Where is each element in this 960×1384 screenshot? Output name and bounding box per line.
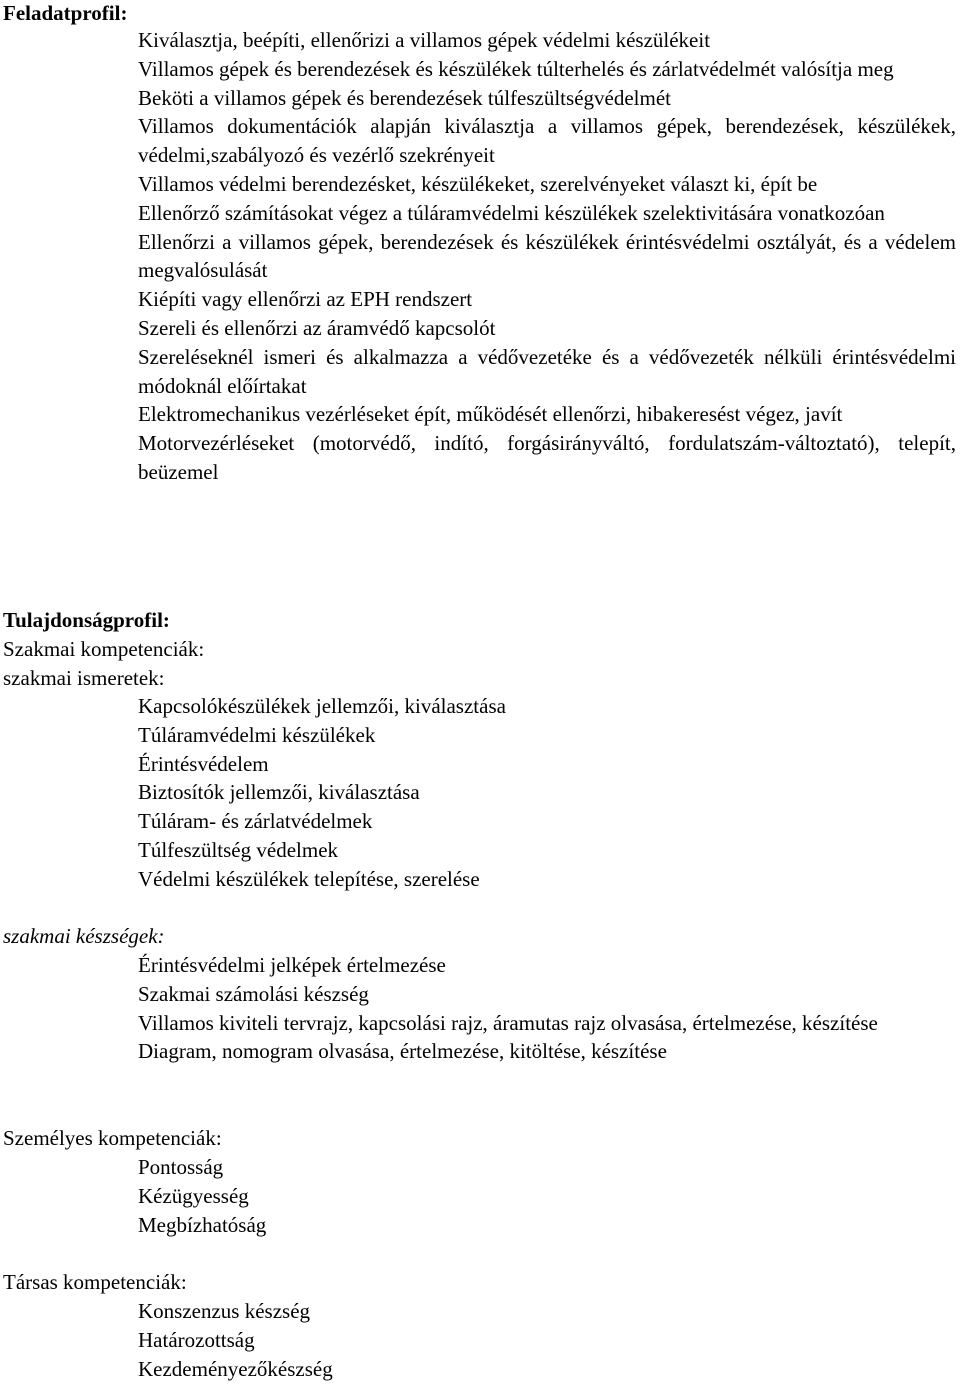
list-item: Kiépíti vagy ellenőrzi az EPH rendszert (138, 287, 473, 312)
list-item: Kezdeményezőkészség (138, 1356, 333, 1381)
list-item: Konszenzus készség (138, 1299, 311, 1323)
list-item: Diagram, nomogram olvasása, értelmezése, kitöltése, készítése (138, 1039, 667, 1064)
szemelyes-kompetenciak-list (138, 1153, 956, 1239)
list-item: Biztosítók jellemzői, kiválasztása (138, 780, 420, 805)
tarsas-kompetenciak-label: Társas kompetenciák: (3, 1270, 187, 1294)
list-item: Túláramvédelmi készülékek (138, 722, 376, 747)
list-item: Megbízhatóság (138, 1212, 267, 1237)
list-item: Villamos kiviteli tervrajz, kapcsolási rajz, áramutas rajz olvasása, értelmezése, készítése (138, 1010, 878, 1035)
tulajdonsagprofil-heading: Tulajdonságprofil: (3, 608, 170, 632)
list-item: Elektromechanikus vezérléseket épít, működését ellenőrzi, hibakeresést végez, javít (138, 402, 843, 427)
list-item: Motorvezérléseket (motorvédő, indító, forgásirányváltó, fordulatszám-változtató), telepít, beüzemel (138, 431, 956, 484)
list-item: Ellenőrző számításokat végez a túláramvédelmi készülékek szelektivitására vonatkozóan (138, 200, 885, 225)
list-item: Szakmai számolási készség (138, 981, 369, 1006)
list-item: Kiválasztja, beépíti, ellenőrizi a villamos gépek védelmi készülékeit (138, 28, 711, 52)
list-item: Villamos védelmi berendezésket, készülékeket, szerelvényeket választ ki, épít be (138, 171, 818, 196)
list-item: Kapcsolókészülékek jellemzői, kiválasztása (138, 694, 506, 718)
szakmai-ismeretek-list (138, 692, 956, 894)
list-item: Villamos dokumentációk alapján kiválasztja a villamos gépek, berendezések, készülékek, védelmi,szabályozó és vezérlő szekrényeit (138, 114, 956, 168)
list-item: Túláram- és zárlatvédelmek (138, 809, 373, 834)
list-item: Védelmi készülékek telepítése, szerelése (138, 866, 480, 891)
list-item: Határozottság (138, 1327, 255, 1352)
list-item: Pontosság (138, 1155, 224, 1179)
szakmai-keszsegek-label: szakmai készségek: (3, 924, 165, 948)
list-item: Ellenőrzi a villamos gépek, berendezések és készülékek érintésvédelmi osztályát, és a védelem megvalósulását (138, 229, 956, 283)
list-item: Túlfeszültség védelmek (138, 837, 339, 862)
feladatprofil-list (138, 26, 956, 487)
feladatprofil-heading: Feladatprofil: (3, 1, 128, 25)
list-item: Szereli és ellenőrzi az áramvédő kapcsolót (138, 315, 496, 340)
list-item: Beköti a villamos gépek és berendezések túlfeszültségvédelmét (138, 85, 671, 110)
list-item: Szereléseknél ismeri és alkalmazza a védővezetéke és a védővezeték nélküli érintésvédelmi módoknál előírtakat (138, 344, 956, 398)
szakmai-kompetenciak-label: Szakmai kompetenciák: (3, 637, 205, 661)
list-item: Érintésvédelem (138, 751, 269, 776)
szakmai-keszsegek-list (138, 951, 956, 1066)
szemelyes-kompetenciak-label: Személyes kompetenciák: (3, 1126, 222, 1150)
list-item: Érintésvédelmi jelképek értelmezése (138, 953, 446, 977)
list-item: Villamos gépek és berendezések és készülékek túlterhelés és zárlatvédelmét valósítja meg (138, 56, 894, 81)
list-item: Kézügyesség (138, 1183, 249, 1208)
szakmai-ismeretek-label: szakmai ismeretek: (3, 666, 165, 690)
tarsas-kompetenciak-list (138, 1297, 956, 1383)
